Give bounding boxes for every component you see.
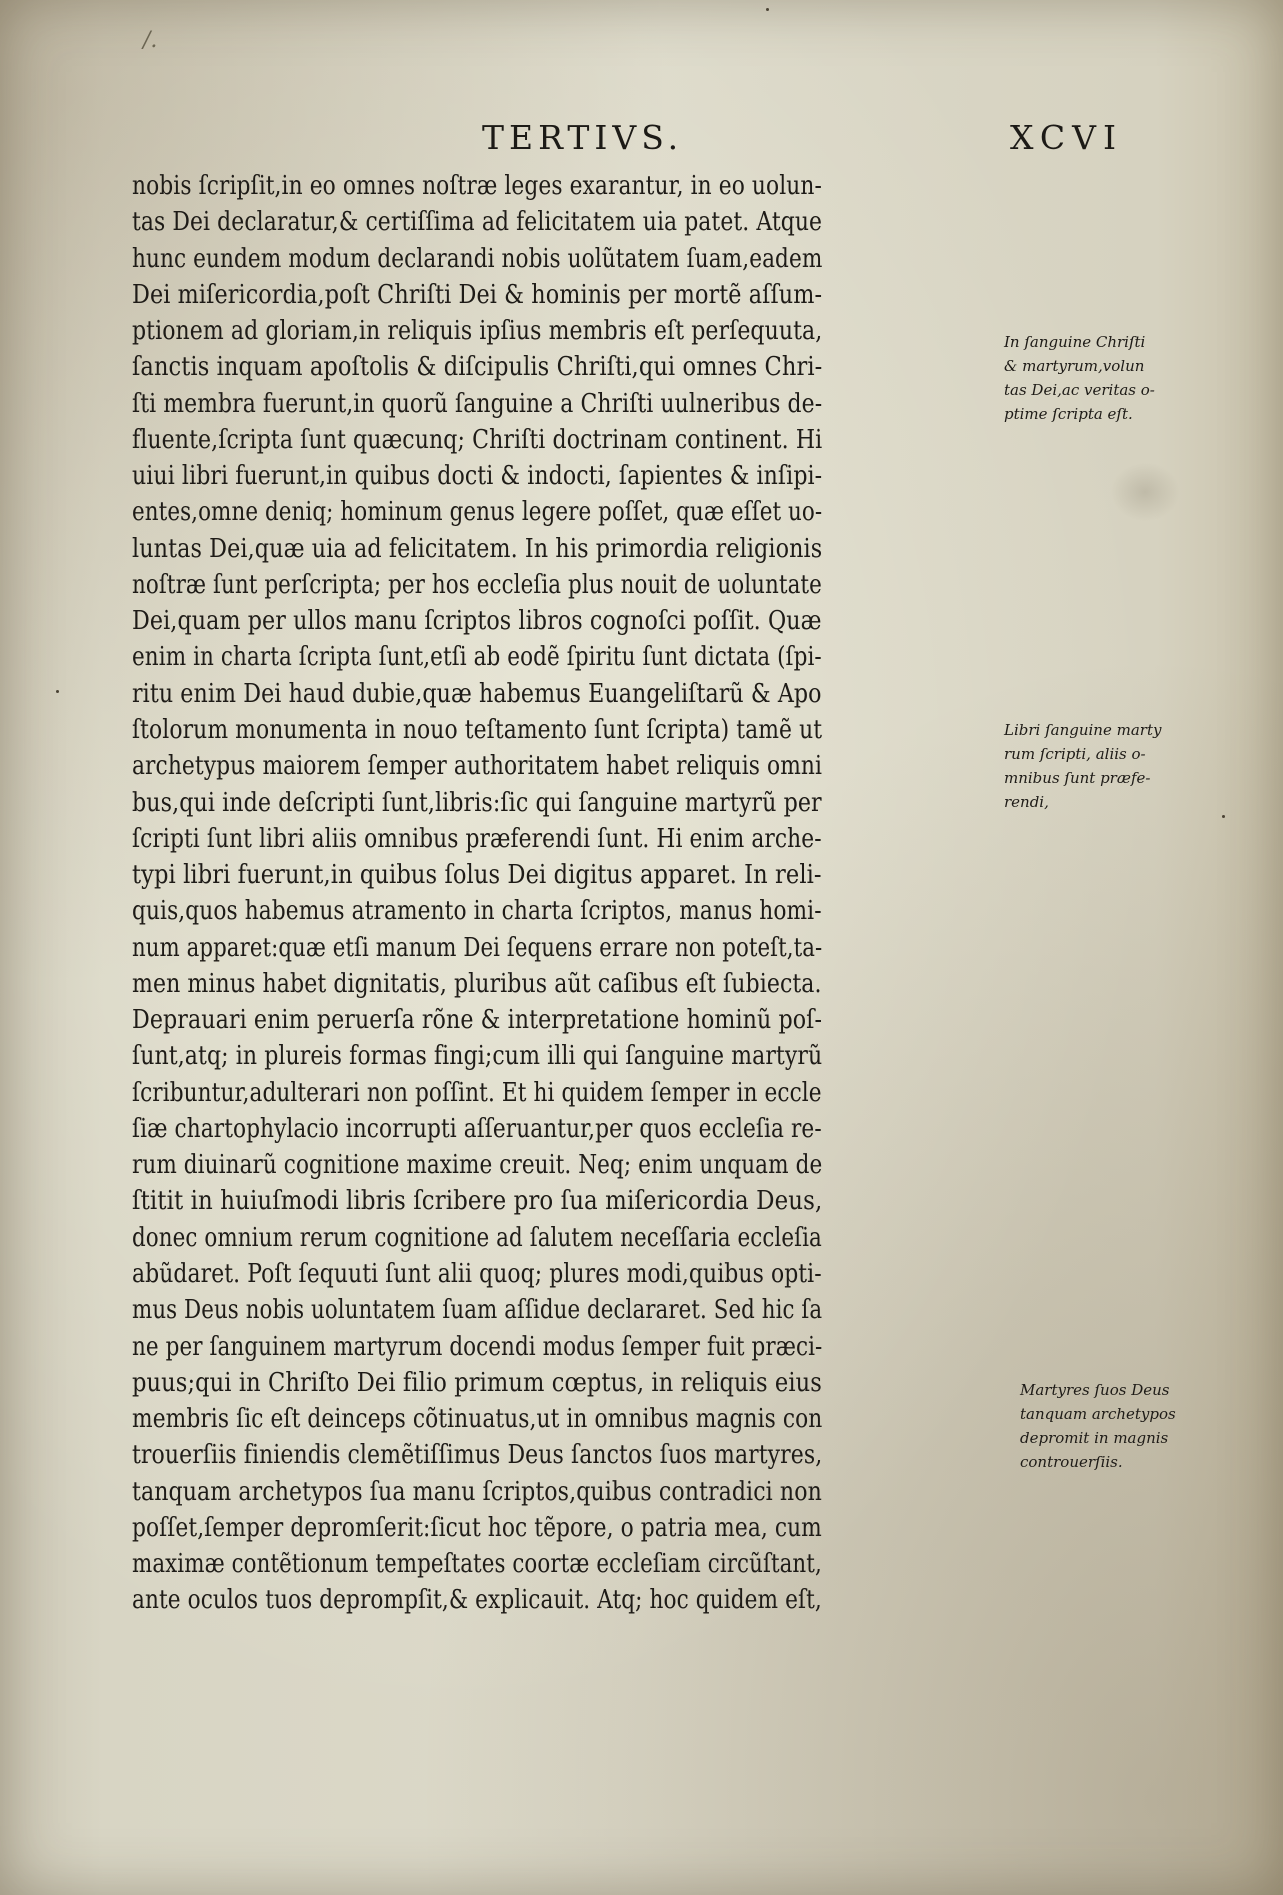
marginal-note-line: mnibus ſunt præfe-	[1004, 769, 1151, 787]
text-line: puus;qui in Chriſto Dei filio primum cœptus, in reliquis eius	[132, 1367, 822, 1398]
text-line: uiui libri fuerunt,in quibus docti & indocti, ſapientes & inſipi-	[132, 461, 823, 492]
text-line: ritu enim Dei haud dubie,quæ habemus Euangeliſtarũ & Apo	[132, 678, 822, 709]
text-line: ſiæ chartophylacio incorrupti aſſeruantur,per quos eccleſia re-	[132, 1113, 822, 1144]
text-line: ne per ſanguinem martyrum docendi modus ſemper fuit præci-	[132, 1331, 823, 1362]
text-line: ſcripti ſunt libri aliis omnibus præferendi ſunt. Hi enim arche-	[132, 823, 822, 854]
text-line: fluente,ſcripta ſunt quæcunq; Chriſti doctrinam continent. Hi	[132, 424, 823, 455]
text-line: ante oculos tuos deprompſit,& explicauit. Atq; hoc quidem eſt,	[132, 1585, 822, 1616]
text-line: ſanctis inquam apoſtolis & diſcipulis Chriſti,qui omnes Chri-	[132, 352, 823, 383]
marginal-note-line: ptime ſcripta eſt.	[1004, 405, 1133, 423]
text-line: ſtitit in huiuſmodi libris ſcribere pro ſua miſericordia Deus,	[132, 1186, 823, 1217]
text-line: luntas Dei,quæ uia ad felicitatem. In his primordia religionis	[132, 533, 823, 564]
text-line: noſtræ ſunt perſcripta; per hos eccleſia plus nouit de uoluntate	[132, 569, 822, 600]
text-line: ſcribuntur,adulterari non poſſint. Et hi quidem ſemper in eccle	[132, 1077, 822, 1108]
text-line: hunc eundem modum declarandi nobis uolũtatem ſuam,eadem	[132, 243, 823, 274]
marginal-note-line: Libri ſanguine marty	[1004, 721, 1162, 739]
text-line: ptionem ad gloriam,in reliquis ipſius membris eſt perſequuta,	[132, 316, 823, 347]
marginal-note-2	[1004, 718, 1194, 814]
text-line: rum diuinarũ cognitione maxime creuit. Neq; enim unquam de	[132, 1150, 823, 1181]
marginal-note-line: depromit in magnis	[1020, 1429, 1169, 1447]
marginal-note-1	[1004, 330, 1194, 426]
marginal-note-3	[1020, 1378, 1210, 1474]
text-line: membris ſic eſt deinceps cõtinuatus,ut in omnibus magnis con	[132, 1404, 823, 1435]
text-line: ſtolorum monumenta in nouo teſtamento ſunt ſcripta) tamẽ ut	[132, 714, 823, 745]
text-line: trouerſiis finiendis clemẽtiſſimus Deus ſanctos ſuos martyres,	[132, 1440, 823, 1471]
running-title: TERTIVS.	[482, 118, 684, 157]
text-line: Dei,quam per ullos manu ſcriptos libros cognoſci poſſit. Quæ	[132, 606, 822, 637]
marginal-note-line: Martyres ſuos Deus	[1020, 1381, 1170, 1399]
text-line: abũdaret. Poſt ſequuti ſunt alii quoq; plures modi,quibus opti-	[132, 1258, 822, 1289]
show-through-smudge	[1110, 462, 1180, 522]
marginal-note-line: tas Dei,ac veritas o-	[1004, 381, 1155, 399]
marginal-note-line: In ſanguine Chriſti	[1004, 333, 1146, 351]
marginal-note-line: & martyrum,volun	[1004, 357, 1145, 375]
text-line: Dei miſericordia,poſt Chriſti Dei & hominis per mortẽ aſſum-	[132, 279, 823, 310]
text-line: archetypus maiorem ſemper authoritatem habet reliquis omni	[132, 751, 823, 782]
text-line: bus,qui inde deſcripti ſunt,libris:ſic qui ſanguine martyrũ per	[132, 787, 822, 818]
text-line: num apparet:quæ etſi manum Dei ſequens errare non poteſt,ta-	[132, 932, 823, 963]
paper-speck	[1222, 815, 1225, 818]
text-line: tas Dei declaratur,& certiſſima ad felicitatem uia patet. Atque	[132, 207, 823, 238]
marginal-note-line: rendi,	[1004, 793, 1049, 811]
text-line: tanquam archetypos ſua manu ſcriptos,quibus contradici non	[132, 1476, 822, 1507]
text-line: Deprauari enim peruerſa rõne & interpretatione hominũ poſ-	[132, 1005, 823, 1036]
text-line: typi libri fuerunt,in quibus ſolus Dei digitus apparet. In reli-	[132, 860, 822, 891]
text-line: ſti membra fuerunt,in quorũ ſanguine a Chriſti uulneribus de-	[132, 388, 823, 419]
text-line: men minus habet dignitatis, pluribus aũt caſibus eſt ſubiecta.	[132, 968, 822, 999]
marginal-note-line: rum ſcripti, aliis o-	[1004, 745, 1146, 763]
text-line: nobis ſcripſit,in eo omnes noſtræ leges exarantur, in eo uolun-	[132, 171, 822, 201]
text-line: mus Deus nobis uoluntatem ſuam aſſidue declararet. Sed hic ſa	[132, 1295, 823, 1326]
stray-ink-mark: /.	[143, 28, 158, 53]
marginal-note-line: controuerſiis.	[1020, 1453, 1123, 1471]
main-text-block	[132, 168, 1002, 1619]
text-line: ſunt,atq; in plureis formas fingi;cum illi qui ſanguine martyrũ	[132, 1041, 823, 1072]
text-line: maximæ contẽtionum tempeſtates coortæ eccleſiam circũſtant,	[132, 1549, 822, 1580]
text-line: quis,quos habemus atramento in charta ſcriptos, manus homi-	[132, 896, 822, 927]
text-line: entes,omne deniq; hominum genus legere poſſet, quæ eſſet uo-	[132, 497, 823, 528]
text-line: enim in charta ſcripta ſunt,etſi ab eodẽ ſpiritu ſunt dictata (ſpi-	[132, 642, 822, 673]
folio-number: XCVI	[1010, 118, 1124, 157]
paper-speck	[56, 690, 59, 693]
text-line: donec omnium rerum cognitione ad ſalutem neceſſaria eccleſia	[132, 1222, 822, 1253]
paper-speck	[766, 8, 769, 11]
text-line: poſſet,ſemper depromſerit:ſicut hoc tẽpore, o patria mea, cum	[132, 1512, 822, 1543]
marginal-note-line: tanquam archetypos	[1020, 1405, 1176, 1423]
